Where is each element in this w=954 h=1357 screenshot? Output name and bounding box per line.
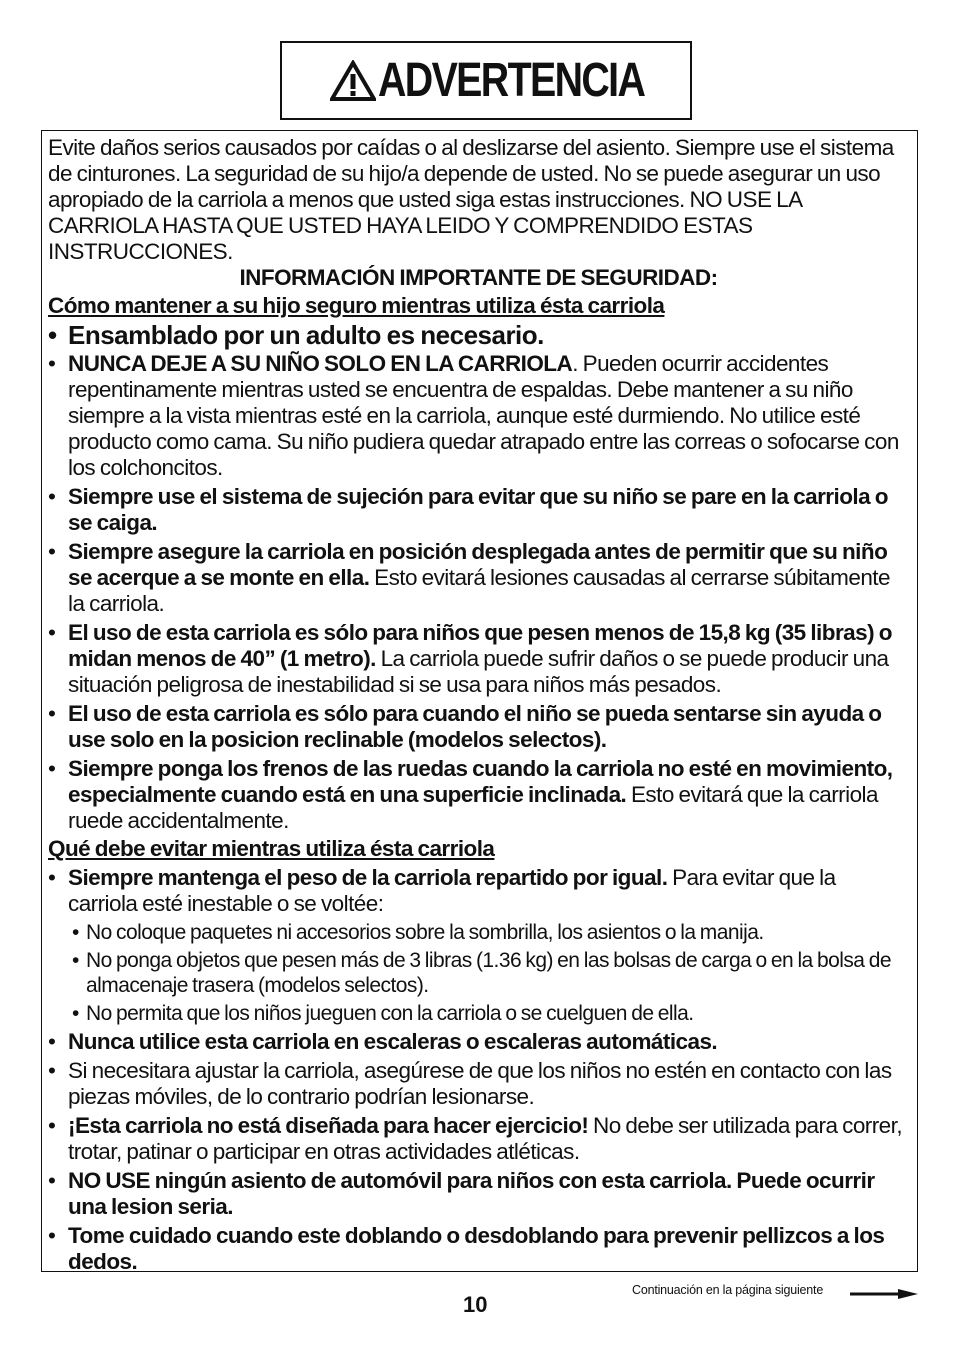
bullet: • <box>48 620 56 645</box>
item-normal: La carriola puede sufrir daños o se puede producir una situación peligrosa de inestabilidad si se usa para niños más pesados. <box>68 646 889 697</box>
bullet: • <box>48 1168 56 1193</box>
item-bold: Tome cuidado cuando este doblando o desdoblando para prevenir pellizcos a los dedos. <box>68 1223 885 1274</box>
item-bold: NUNCA DEJE A SU NIÑO SOLO EN LA CARRIOLA <box>68 351 573 376</box>
item-bold: NO USE ningún asiento de automóvil para niños con esta carriola. Puede ocurrir una lesion seria. <box>68 1168 875 1219</box>
item-normal: No debe ser utilizada para correr, trotar, patinar o participar en otras actividades atléticas. <box>68 1113 903 1164</box>
sub-item-text: No permita que los niños jueguen con la carriola o se cuelguen de ella. <box>86 1002 694 1025</box>
continuation-note: Continuación en la página siguiente <box>632 1283 824 1297</box>
sub-item-text: No ponga objetos que pesen más de 3 libras (1.36 kg) en las bolsas de carga o en la bolsa de almacenaje trasera (modelos selectos). <box>86 949 891 997</box>
list-item <box>48 1113 909 1165</box>
list-item <box>48 865 909 917</box>
item-bold: Siempre ponga los frenos de las ruedas cuando la carriola no esté en movimiento, especialmente cuando está en una superficie inclinada. <box>68 756 893 807</box>
item-bold: Siempre asegure la carriola en posición desplegada antes de permitir que su niño se acerque a se monte en ella. <box>68 539 888 590</box>
list-item <box>48 1058 909 1110</box>
page-number: 10 <box>463 1292 488 1317</box>
sub-item-text: No coloque paquetes ni accesorios sobre la sombrilla, los asientos o la manija. <box>86 921 764 944</box>
sub-list-item <box>72 920 909 945</box>
list-item <box>48 484 909 536</box>
list-item <box>48 1168 909 1220</box>
bullet: • <box>48 1113 56 1138</box>
bullet: • <box>72 1002 79 1025</box>
list-item <box>48 1223 909 1275</box>
bullet: • <box>48 701 56 726</box>
page-title: ADVERTENCIA <box>377 54 644 107</box>
item-normal: Si necesitara ajustar la carriola, asegúrese de que los niños no estén en contacto con las piezas móviles, de lo contrario podrían lesionarse. <box>68 1058 892 1109</box>
list-item <box>48 351 909 481</box>
section-heading-safe: Cómo mantener a su hijo seguro mientras utiliza ésta carriola <box>48 293 665 318</box>
item-bold: El uso de esta carriola es sólo para niños que pesen menos de 15,8 kg (35 libras) o midan menos de 40” (1 metro). <box>68 620 892 671</box>
item-bold: Siempre mantenga el peso de la carriola repartido por igual. <box>68 865 668 890</box>
bullet: • <box>48 756 56 781</box>
sub-list-item <box>72 1001 909 1026</box>
bullet: • <box>72 921 79 944</box>
right-arrow-icon <box>850 1288 918 1300</box>
bullet: • <box>48 1029 56 1054</box>
item-bold: Siempre use el sistema de sujeción para evitar que su niño se pare en la carriola o se caiga. <box>68 484 888 535</box>
list-item <box>48 1029 909 1055</box>
list-item-text: Ensamblado por un adulto es necesario. <box>68 320 544 350</box>
item-bold: Nunca utilice esta carriola en escaleras o escaleras automáticas. <box>68 1029 718 1054</box>
bullet: • <box>48 1058 56 1083</box>
warning-content-box <box>41 130 918 1272</box>
bullet: • <box>72 949 79 972</box>
safety-heading: INFORMACIÓN IMPORTANTE DE SEGURIDAD: <box>239 265 718 290</box>
bullet: • <box>48 484 56 509</box>
item-bold: ¡Esta carriola no está diseñada para hacer ejercicio! <box>68 1113 589 1138</box>
list-item <box>48 539 909 617</box>
warning-triangle-icon <box>330 60 376 102</box>
list-item <box>48 620 909 698</box>
list-item-assembly <box>48 322 909 348</box>
list-item <box>48 756 909 834</box>
item-normal: Esto evitará lesiones causadas al cerrarse súbitamente la carriola. <box>68 565 890 616</box>
item-normal: . Pueden ocurrir accidentes repentinamente mientras usted se encuentra de espaldas. Debe mantener a su niño siempre a la vista mientras esté en la carriola, aunque esté durmiendo. No utilice esté producto como cama. Su niño pudiera quedar atrapado entre las correas o sofocarse con los colchoncitos. <box>68 351 899 480</box>
list-item <box>48 701 909 753</box>
section-heading-avoid: Qué debe evitar mientras utiliza ésta carriola <box>48 836 495 861</box>
bullet: • <box>48 1223 56 1248</box>
item-normal: Esto evitará que la carriola ruede accidentalmente. <box>68 782 878 833</box>
bullet: • <box>48 351 56 376</box>
item-bold: El uso de esta carriola es sólo para cuando el niño se pueda sentarse sin ayuda o use solo en la posicion reclinable (modelos selectos). <box>68 701 882 752</box>
bullet: • <box>48 320 57 350</box>
bullet: • <box>48 865 56 890</box>
item-normal: Para evitar que la carriola esté inestable o se voltée: <box>68 865 836 916</box>
intro-paragraph: Evite daños serios causados por caídas o al deslizarse del asiento. Siempre use el sistema de cinturones. La seguridad de su hijo/a depende de usted. No se puede asegurar un uso apropiado de la carriola a menos que usted siga estas instrucciones. NO USE LA CARRIOLA HASTA QUE USTED HAYA LEIDO Y COMPRENDIDO ESTAS INSTRUCCIONES. <box>48 135 894 264</box>
warning-title-box <box>280 41 692 120</box>
sub-list-item <box>72 948 909 998</box>
bullet: • <box>48 539 56 564</box>
